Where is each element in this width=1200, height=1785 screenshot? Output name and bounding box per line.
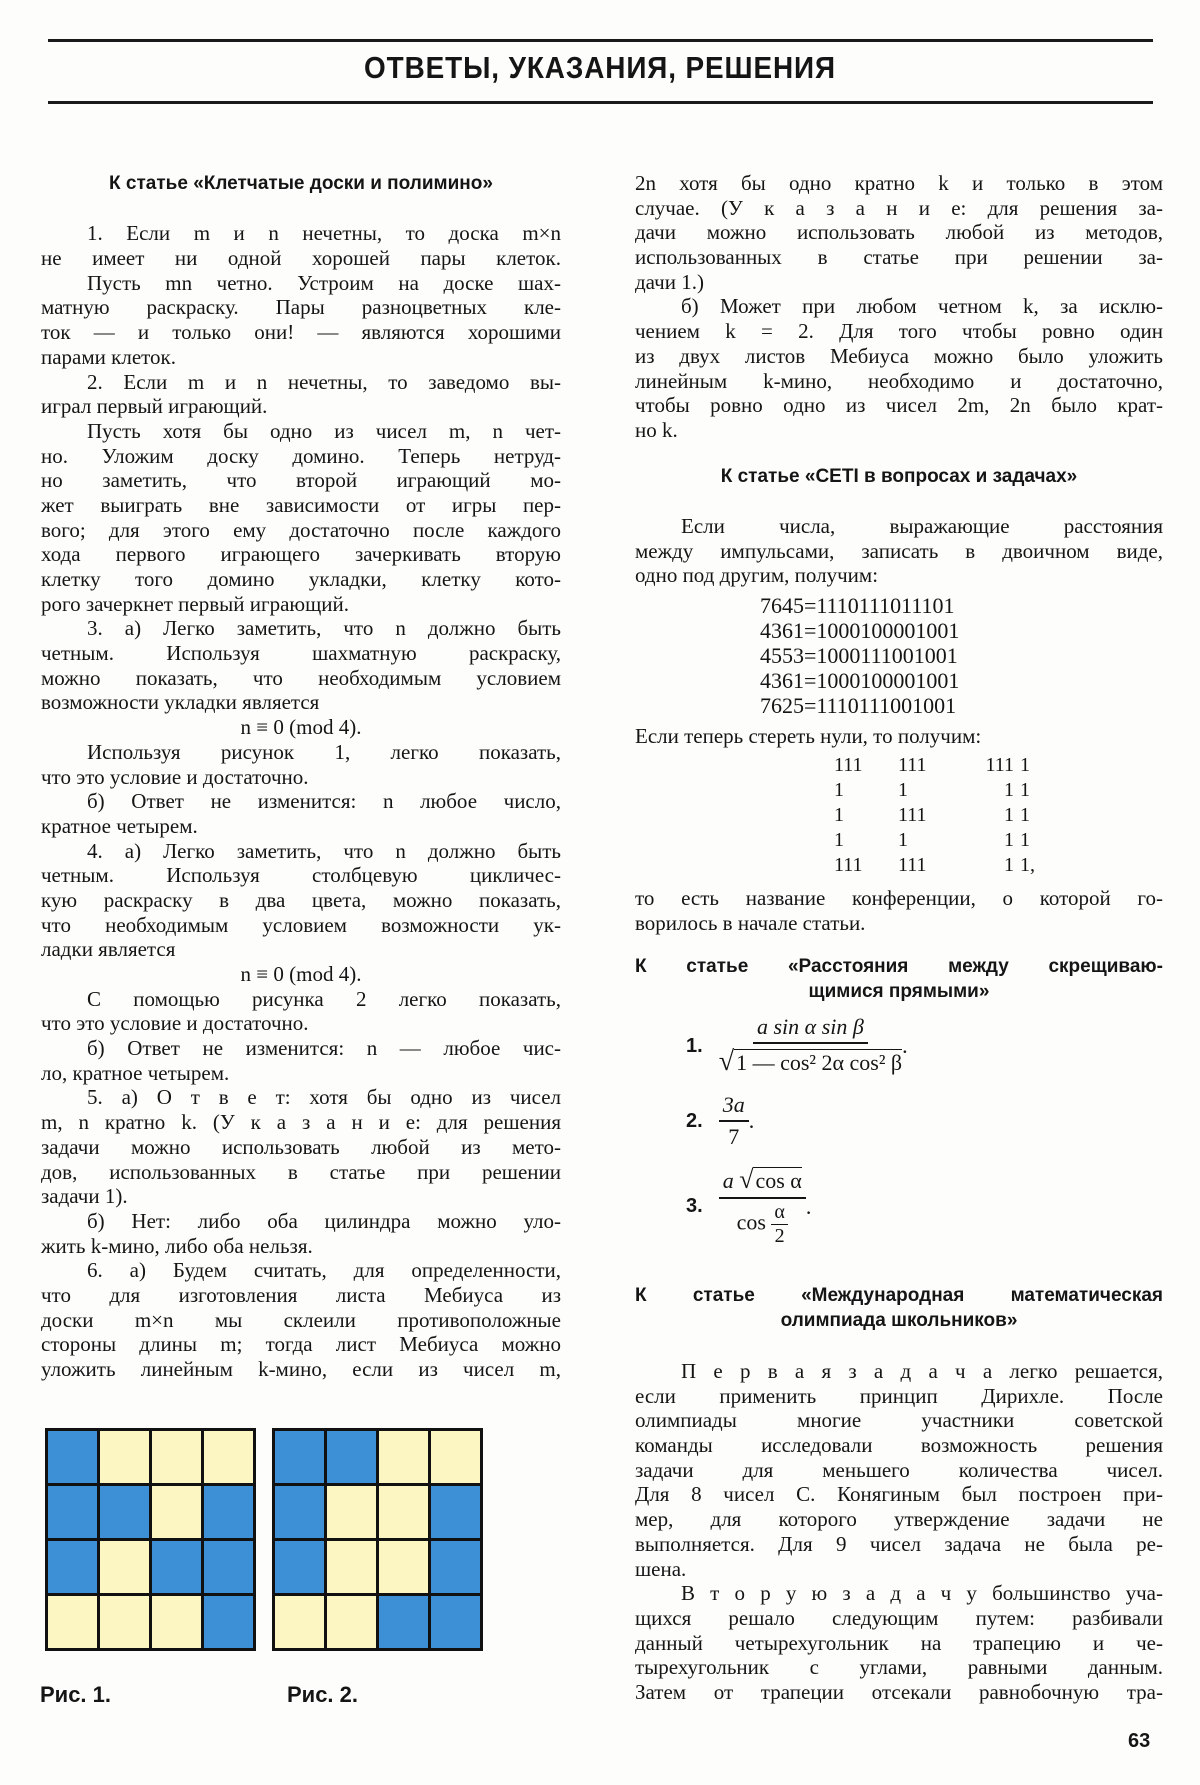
period: .	[805, 1193, 812, 1219]
grid-cell: 1	[834, 829, 844, 851]
grid-cell: 111	[834, 854, 863, 876]
paragraph-line: можно показать, что необходимым условием	[41, 665, 561, 690]
paragraph-line: б) Нет: либо оба цилиндра можно уло-	[87, 1208, 561, 1233]
blue-cell	[275, 1431, 324, 1483]
paragraph-line: команды исследовали возможность решения	[635, 1433, 1163, 1458]
formula-number: 2.	[686, 1109, 703, 1132]
blue-cell	[48, 1431, 97, 1483]
paragraph-line: данный четырехугольник на трапецию и че-	[635, 1630, 1163, 1655]
blue-cell	[327, 1431, 376, 1483]
section-heading-line: щимися прямыми»	[808, 980, 990, 1002]
paragraph-line: П е р в а я з а д а ч а легко решается,	[681, 1359, 1163, 1383]
figure-1-caption: Рис. 1.	[40, 1682, 112, 1707]
paragraph-line: что необходимым условием возможности ук-	[41, 912, 561, 937]
paragraph-line: что это условие и достаточно.	[41, 764, 309, 789]
grid-cell: 111	[985, 754, 1014, 776]
paragraph-line: мер, для которого утверждение задачи не	[635, 1507, 1163, 1532]
blue-cell	[152, 1541, 201, 1593]
yellow-cell	[379, 1431, 428, 1483]
paragraph-line: клетку того домино укладки, клетку кото-	[41, 567, 561, 591]
blue-cell	[204, 1486, 253, 1538]
binary-row: 7645=1110111011101	[760, 593, 955, 618]
paragraph-line: 2. Если m и n нечетны, то заведомо вы-	[87, 369, 561, 394]
paragraph-line: n ≡ 0 (mod 4).	[240, 715, 362, 740]
grid-cell: 1	[898, 779, 908, 801]
paragraph-line: 5. а) О т в е т: хотя бы одно из чисел	[87, 1085, 561, 1110]
fraction	[719, 1014, 902, 1078]
numerator: a sin α sin β	[753, 1014, 868, 1044]
paragraph-line: парами клеток.	[41, 344, 177, 369]
fraction	[719, 1092, 749, 1150]
paragraph-line: б) Ответ не изменится: n любое число,	[87, 789, 561, 814]
paragraph-line: дачи можно использовать любой из методов,	[635, 220, 1163, 245]
paragraph-line: б) Ответ не изменится: n — любое чис-	[87, 1036, 561, 1061]
denominator: 7	[728, 1124, 740, 1149]
olympiad-heading	[635, 1284, 1163, 1333]
cos-label: cos	[736, 1209, 766, 1235]
seti-erase-line	[635, 724, 1163, 749]
denominator	[737, 1199, 788, 1248]
yellow-cell	[327, 1541, 376, 1593]
denominator: 2	[774, 1225, 785, 1247]
paragraph-line: стороны длины m; тогда лист Мебиуса можно	[41, 1332, 561, 1357]
grid-row	[834, 778, 1056, 803]
paragraph-line: задачи для меньшего количества чисел.	[635, 1457, 1163, 1482]
page-number: 63	[1128, 1730, 1151, 1752]
paragraph-line: 1. Если m и n нечетны, то доска m×n	[87, 221, 561, 246]
paragraph-line: не имеет ни одной хорошей пары клеток.	[41, 246, 561, 271]
grid-cell: 1	[1020, 754, 1030, 776]
yellow-cell	[275, 1596, 324, 1648]
half-angle-fraction	[771, 1201, 787, 1248]
paragraph-line: кую раскраску в два цвета, можно показать,	[41, 887, 561, 912]
olympiad-text	[635, 1359, 1163, 1705]
yellow-cell	[204, 1431, 253, 1483]
ones-grid	[834, 753, 1056, 878]
paragraph-line: m, n кратно k. (У к а з а н и е: для решения	[41, 1110, 561, 1135]
paragraph-line: использованных в статье при решении за-	[635, 245, 1163, 270]
binary-row: 4361=1000100001001	[760, 668, 960, 693]
paragraph-line: возможности укладки является	[41, 690, 320, 715]
paragraph-line: матную раскраску. Пары разноцветных кле-	[41, 295, 561, 320]
blue-cell	[48, 1541, 97, 1593]
seti-outro	[635, 886, 1163, 935]
paragraph-line: вого; для этого ему достаточно после каждого	[41, 517, 561, 542]
paragraph-line: уложить линейным k-мино, если из чисел m,	[41, 1357, 561, 1381]
grid-cell: 1	[1004, 804, 1014, 826]
bottom-rule	[48, 101, 1153, 104]
paragraph-line: Если числа, выражающие расстояния	[681, 514, 1163, 538]
paragraph-line: задачи 1).	[41, 1184, 128, 1209]
paragraph-line: что это условие и достаточно.	[41, 1011, 309, 1036]
figure-1-board	[45, 1428, 256, 1651]
section-heading-line: К статье «Международная математическая	[635, 1285, 1163, 1306]
radical-icon: √	[718, 1046, 735, 1077]
grid-cell: 111	[898, 854, 927, 876]
blue-cell	[48, 1486, 97, 1538]
grid-cell: 111	[898, 754, 927, 776]
paragraph-line: чтобы ровно одно из чисел 2m, 2n было крат-	[635, 393, 1163, 418]
period: .	[902, 1033, 908, 1058]
right-column-continuation	[635, 171, 1163, 443]
top-rule	[48, 39, 1153, 42]
paragraph-line: дов, использованных в статье при решении	[41, 1159, 561, 1184]
blue-cell	[431, 1596, 480, 1648]
grid-cell: 111	[898, 804, 927, 826]
grid-row	[834, 828, 1056, 853]
paragraph-line: Если теперь стереть нули, то получим:	[635, 724, 982, 748]
figure-2-caption: Рис. 2.	[287, 1682, 359, 1707]
yellow-cell	[152, 1596, 201, 1648]
blue-cell	[431, 1486, 480, 1538]
paragraph-line: 3. а) Легко заметить, что n должно быть	[87, 616, 561, 641]
grid-cell: 1	[1020, 829, 1030, 851]
paragraph-line: хода первого играющего зачеркивать вторую	[41, 542, 561, 567]
blue-cell	[204, 1596, 253, 1648]
paragraph-line: чением k = 2. Для того чтобы ровно один	[635, 319, 1163, 344]
yellow-cell	[48, 1596, 97, 1648]
paragraph-line	[41, 197, 561, 222]
blue-cell	[431, 1541, 480, 1593]
paragraph-line: В т о р у ю з а д а ч у большинство уча-	[681, 1581, 1163, 1606]
paragraph-line: дачи 1.)	[635, 269, 704, 294]
paragraph-line: случае. (У к а з а н и е: для решения за-	[635, 195, 1163, 220]
grid-row	[834, 803, 1056, 828]
paragraph-line: что для изготовления листа Мебиуса из	[41, 1282, 561, 1307]
grid-cell: 1	[1020, 804, 1030, 826]
grid-cell: 1	[1004, 779, 1014, 801]
grid-cell: 1,	[1020, 854, 1035, 876]
grid-cell: 1	[898, 829, 908, 851]
grid-cell: 1	[834, 779, 844, 801]
paragraph-line: ворилось в начале статьи.	[635, 910, 866, 935]
period: .	[748, 1108, 755, 1133]
blue-cell	[100, 1486, 149, 1538]
radicand: cos α	[755, 1168, 802, 1193]
grid-cell: 1	[1004, 829, 1014, 851]
paragraph-line: олимпиады многие участники советской	[635, 1408, 1163, 1433]
paragraph-line: четным. Используя столбцевую цикличес-	[41, 863, 561, 888]
paragraph-line: ладки является	[41, 937, 176, 962]
blue-cell	[204, 1541, 253, 1593]
grid-row	[834, 853, 1056, 878]
numerator	[719, 1165, 806, 1199]
fraction	[719, 1165, 806, 1248]
variable-a: a	[722, 1168, 734, 1193]
yellow-cell	[327, 1486, 376, 1538]
blue-cell	[275, 1486, 324, 1538]
paragraph-line: Пусть хотя бы одно из чисел m, n чет-	[87, 418, 561, 443]
yellow-cell	[100, 1431, 149, 1483]
formula-2	[686, 1092, 754, 1150]
paragraph-line: играл первый играющий.	[41, 394, 268, 419]
paragraph-line: тырехугольник с углами, равными данным.	[635, 1655, 1163, 1680]
numerator: α	[771, 1201, 787, 1225]
grid-cell: 1	[834, 804, 844, 826]
paragraph-line: ло, кратное четырем.	[41, 1060, 230, 1085]
grid-cell: 111	[834, 754, 863, 776]
paragraph-line: но заметить, что второй играющий мо-	[41, 468, 561, 493]
paragraph-line: С помощью рисунка 2 легко показать,	[87, 986, 561, 1011]
yellow-cell	[100, 1541, 149, 1593]
paragraph-line: ток — и только они! — являются хорошими	[41, 320, 561, 345]
grid-row	[834, 753, 1056, 778]
formula-number: 1.	[686, 1034, 703, 1057]
grid-cell: 1	[1020, 779, 1030, 801]
figure-2-board	[272, 1428, 483, 1651]
section-heading: К статье «СЕТI в вопросах и задачах»	[720, 466, 1078, 487]
seti-intro	[635, 514, 1163, 588]
paragraph-line: но. Уложим доску домино. Теперь нетруд-	[41, 443, 561, 468]
radicand: 1 — cos² 2α cos² β	[736, 1050, 903, 1075]
yellow-cell	[327, 1596, 376, 1648]
formula-1	[686, 1014, 908, 1078]
binary-list	[760, 593, 959, 718]
numerator: 3a	[719, 1092, 749, 1122]
paragraph-line: четным. Используя шахматную раскраску,	[41, 641, 561, 666]
paragraph-line: 6. а) Будем считать, для определенности,	[87, 1258, 561, 1283]
paragraph-line: n ≡ 0 (mod 4).	[240, 962, 362, 986]
denominator	[719, 1044, 902, 1078]
blue-cell	[275, 1541, 324, 1593]
paragraph-line: Используя рисунок 1, легко показать,	[87, 739, 561, 764]
paragraph-line: но k.	[635, 417, 678, 442]
paragraph-line: то есть название конференции, о которой го-	[635, 886, 1163, 910]
yellow-cell	[100, 1596, 149, 1648]
yellow-cell	[431, 1431, 480, 1483]
paragraph-line: жет выиграть вне зависимости от игры пер-	[41, 492, 561, 517]
formula-number: 3.	[686, 1195, 703, 1217]
radical-icon: √	[739, 1165, 754, 1194]
paragraph-line: 4. а) Легко заметить, что n должно быть	[87, 838, 561, 863]
section-heading-line: К статье «Расстояния между скрещиваю-	[635, 956, 1163, 977]
paragraph-line: доски m×n мы склеили противоположные	[41, 1307, 561, 1332]
section-heading-line: олимпиада школьников»	[780, 1309, 1018, 1331]
seti-heading	[635, 465, 1163, 490]
paragraph-line: задачи можно использовать любой из мето-	[41, 1134, 561, 1159]
left-column	[41, 172, 561, 1382]
skew-heading	[635, 955, 1163, 1004]
paragraph-line: 2n хотя бы одно кратно k и только в этом	[635, 171, 1163, 195]
section-heading-line: К статье «Клетчатые доски и полимино»	[109, 173, 493, 194]
binary-row: 4553=1000111001001	[760, 643, 958, 668]
paragraph-line: выполняется. Для 9 чисел задача не была ре-	[635, 1531, 1163, 1556]
paragraph-line: одно под другим, получим:	[635, 563, 879, 588]
paragraph-line: из двух листов Мебиуса можно было уложить	[635, 343, 1163, 368]
binary-row: 7625=1110111001001	[760, 693, 957, 718]
blue-cell	[379, 1596, 428, 1648]
paragraph-line: щихся решало следующим путем: разбивали	[635, 1605, 1163, 1630]
paragraph-line: между импульсами, записать в двоичном виде,	[635, 538, 1163, 563]
paragraph-line: Пусть mn четно. Устроим на доске шах-	[87, 270, 561, 295]
binary-row: 4361=1000100001001	[760, 618, 960, 643]
paragraph-line: кратное четырем.	[41, 813, 198, 838]
paragraph-line: Затем от трапеции отсекали равнобочную тра-	[635, 1679, 1163, 1704]
grid-cell: 1	[1004, 854, 1014, 876]
yellow-cell	[152, 1486, 201, 1538]
paragraph-line: жить k-мино, либо оба нельзя.	[41, 1233, 313, 1258]
paragraph-line: если применить принцип Дирихле. После	[635, 1383, 1163, 1408]
yellow-cell	[379, 1486, 428, 1538]
paragraph-line: б) Может при любом четном k, за исклю-	[681, 294, 1163, 319]
paragraph-line: рого зачеркнет первый играющий.	[41, 591, 350, 616]
formula-3	[686, 1165, 811, 1248]
page-title: ОТВЕТЫ, УКАЗАНИЯ, РЕШЕНИЯ	[364, 50, 836, 85]
paragraph-line: шена.	[635, 1556, 687, 1581]
yellow-cell	[379, 1541, 428, 1593]
yellow-cell	[152, 1431, 201, 1483]
paragraph-line: линейным k-мино, необходимо и достаточно,	[635, 368, 1163, 393]
paragraph-line: Для 8 чисел С. Конягиным был построен при-	[635, 1482, 1163, 1507]
